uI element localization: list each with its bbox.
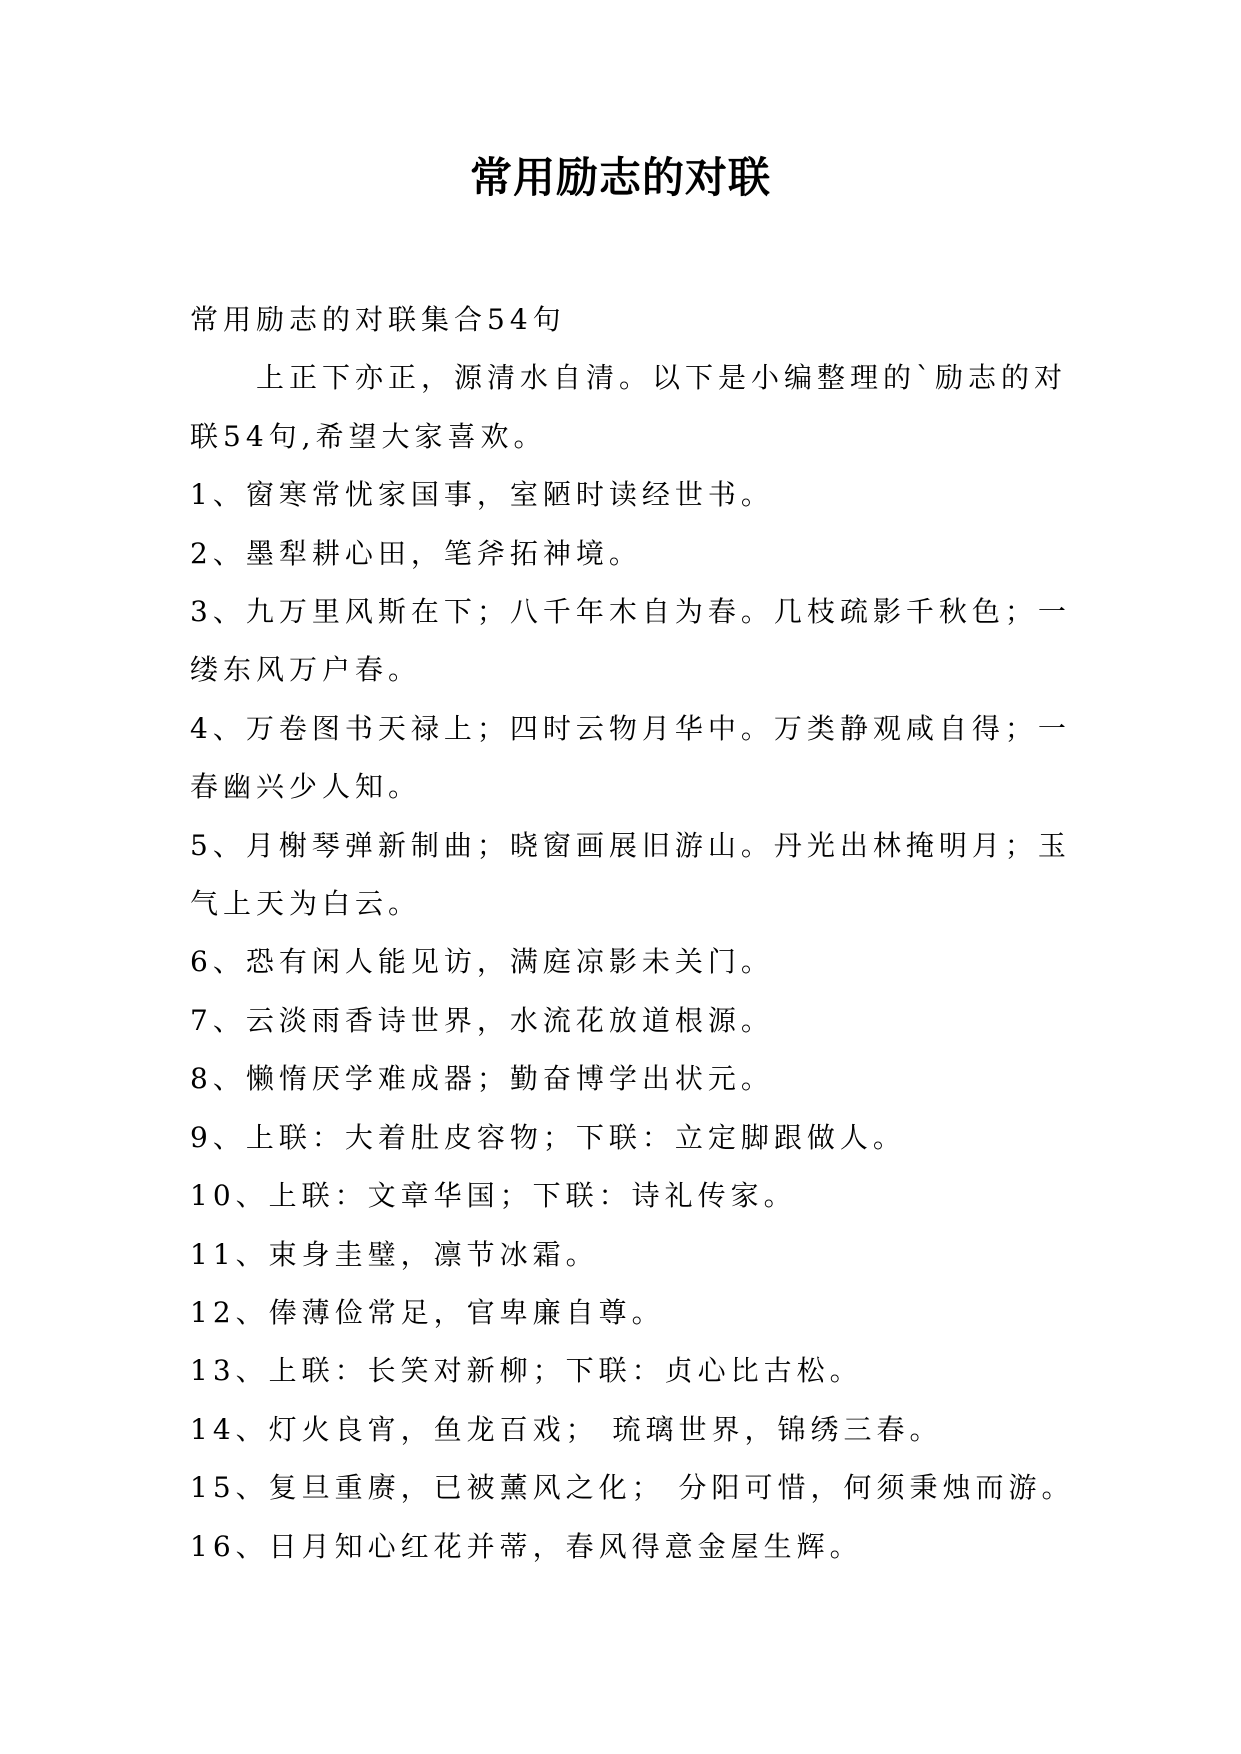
couplet-item-7: 7、云淡雨香诗世界，水流花放道根源。 (190, 1003, 774, 1037)
couplet-item-12: 12、俸薄俭常足，官卑廉自尊。 (190, 1295, 665, 1329)
couplet-item-15: 15、复旦重赓，已被薰风之化； 分阳可惜，何须秉烛而游。 (190, 1471, 1075, 1505)
document-title: 常用励志的对联 (469, 153, 771, 202)
couplet-item-11: 11、束身圭璧，凛节冰霜。 (190, 1237, 599, 1271)
document-subtitle: 常用励志的对联集合54句 (190, 303, 566, 336)
couplet-item-6: 6、恐有闲人能见访，满庭凉影未关门。 (190, 945, 774, 979)
document-body (190, 291, 1090, 1576)
couplet-item-3: 3、九万里风斯在下；八千年木自为春。几枝疏影千秋色；一缕东风万户春。 (190, 595, 1071, 687)
couplet-item-13: 13、上联：长笑对新柳；下联：贞心比古松。 (190, 1354, 863, 1388)
couplet-item-8: 8、懒惰厌学难成器；勤奋博学出状元。 (190, 1062, 774, 1096)
couplet-item-2: 2、墨犁耕心田，笔斧拓神境。 (190, 536, 642, 570)
couplet-item-4: 4、万卷图书天禄上；四时云物月华中。万类静观咸自得；一春幽兴少人知。 (190, 711, 1071, 804)
intro-paragraph: 上正下亦正，源清水自清。以下是小编整理的`励志的对联54句,希望大家喜欢。 (190, 361, 1068, 453)
couplet-item-10: 10、上联：文章华国；下联：诗礼传家。 (190, 1179, 797, 1213)
couplet-item-14: 14、灯火良宵，鱼龙百戏； 琉璃世界，锦绣三春。 (190, 1412, 943, 1446)
couplet-item-16: 16、日月知心红花并蒂，春风得意金屋生辉。 (190, 1529, 863, 1563)
couplet-item-9: 9、上联：大着肚皮容物；下联：立定脚跟做人。 (190, 1120, 906, 1154)
couplet-item-1: 1、窗寒常忧家国事，室陋时读经世书。 (190, 478, 774, 512)
couplet-item-5: 5、月榭琴弹新制曲；晓窗画展旧游山。丹光出林掩明月；玉气上天为白云。 (190, 828, 1071, 921)
